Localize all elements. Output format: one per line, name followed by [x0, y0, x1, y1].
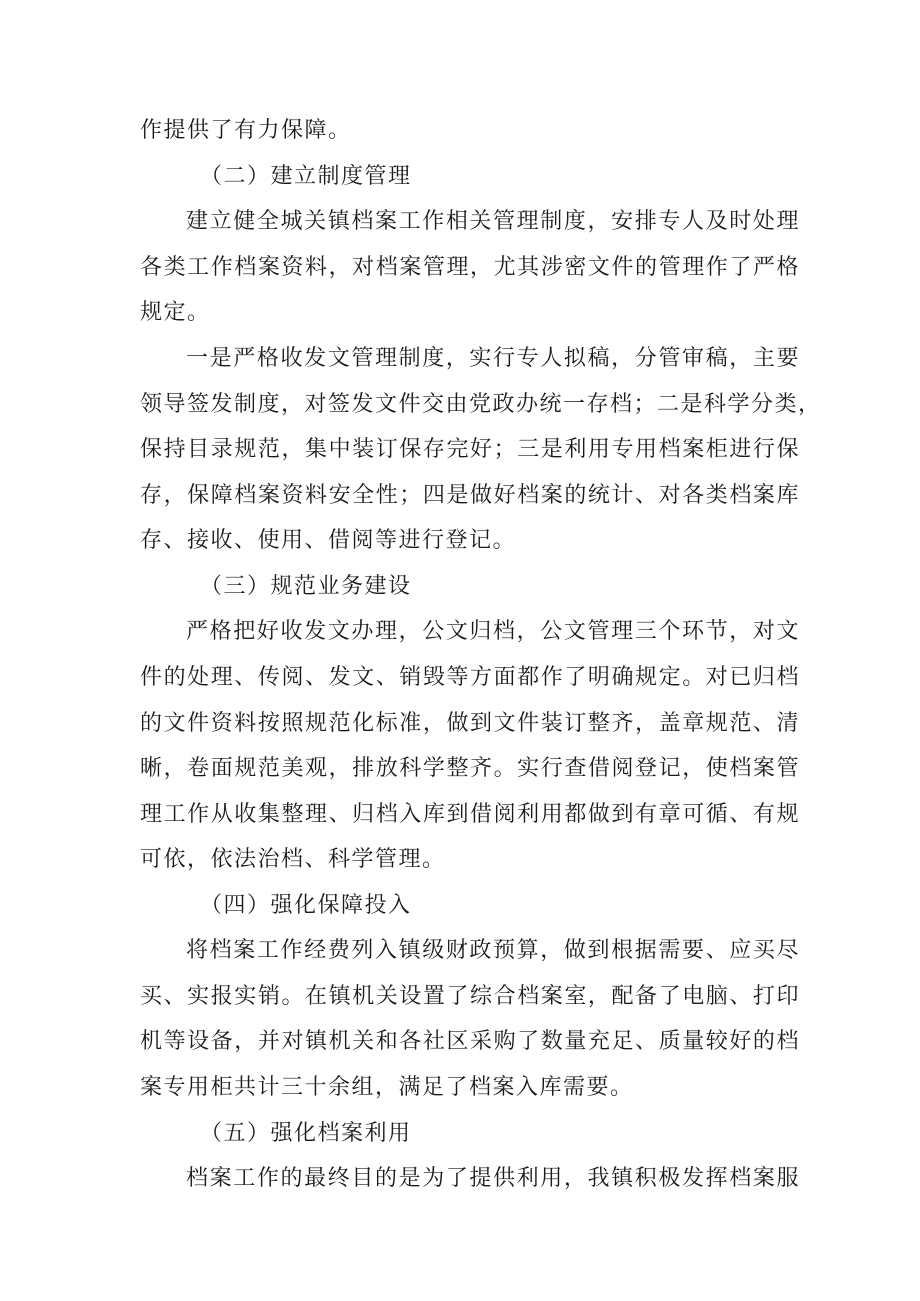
paragraph-line: 领导签发制度，对签发文件交由党政办统一存档；二是科学分类， [140, 392, 822, 417]
paragraph-line: 的文件资料按照规范化标准，做到文件装订整齐，盖章规范、清 [140, 711, 800, 736]
paragraph-line: 可依，依法治档、科学管理。 [140, 847, 446, 872]
paragraph-line: 案专用柜共计三十余组，满足了档案入库需要。 [140, 1075, 634, 1100]
text-line: 作提供了有力保障。 [140, 118, 352, 143]
paragraph-line: 保持目录规范，集中装订保存完好；三是利用专用档案柜进行保 [140, 437, 800, 462]
paragraph-line: 买、实报实销。在镇机关设置了综合档案室，配备了电脑、打印 [140, 984, 800, 1009]
paragraph-line: 存，保障档案资料安全性；四是做好档案的统计、对各类档案库 [140, 483, 800, 508]
section-heading: （四）强化保障投入 [200, 893, 412, 918]
section-heading: （三）规范业务建设 [200, 574, 412, 599]
paragraph-line: 规定。 [140, 300, 211, 325]
paragraph-line: 理工作从收集整理、归档入库到借阅利用都做到有章可循、有规 [140, 802, 800, 827]
paragraph-line: 各类工作档案资料，对档案管理，尤其涉密文件的管理作了严格 [140, 255, 800, 280]
paragraph-line: 档案工作的最终目的是为了提供利用，我镇积极发挥档案服 [186, 1166, 800, 1191]
paragraph-line: 件的处理、传阅、发文、销毁等方面都作了明确规定。对已归档 [140, 665, 800, 690]
paragraph-line: 存、接收、使用、借阅等进行登记。 [140, 528, 517, 553]
section-heading: （二）建立制度管理 [200, 164, 412, 189]
section-heading: （五）强化档案利用 [200, 1121, 412, 1146]
paragraph-line: 建立健全城关镇档案工作相关管理制度，安排专人及时处理 [186, 209, 800, 234]
paragraph-line: 一是严格收发文管理制度，实行专人拟稿，分管审稿，主要 [186, 346, 800, 371]
paragraph-line: 严格把好收发文办理，公文归档，公文管理三个环节，对文 [186, 619, 800, 644]
paragraph-line: 晰，卷面规范美观，排放科学整齐。实行查借阅登记，使档案管 [140, 756, 800, 781]
paragraph-line: 将档案工作经费列入镇级财政预算，做到根据需要、应买尽 [186, 938, 800, 963]
paragraph-line: 机等设备，并对镇机关和各社区采购了数量充足、质量较好的档 [140, 1029, 800, 1054]
